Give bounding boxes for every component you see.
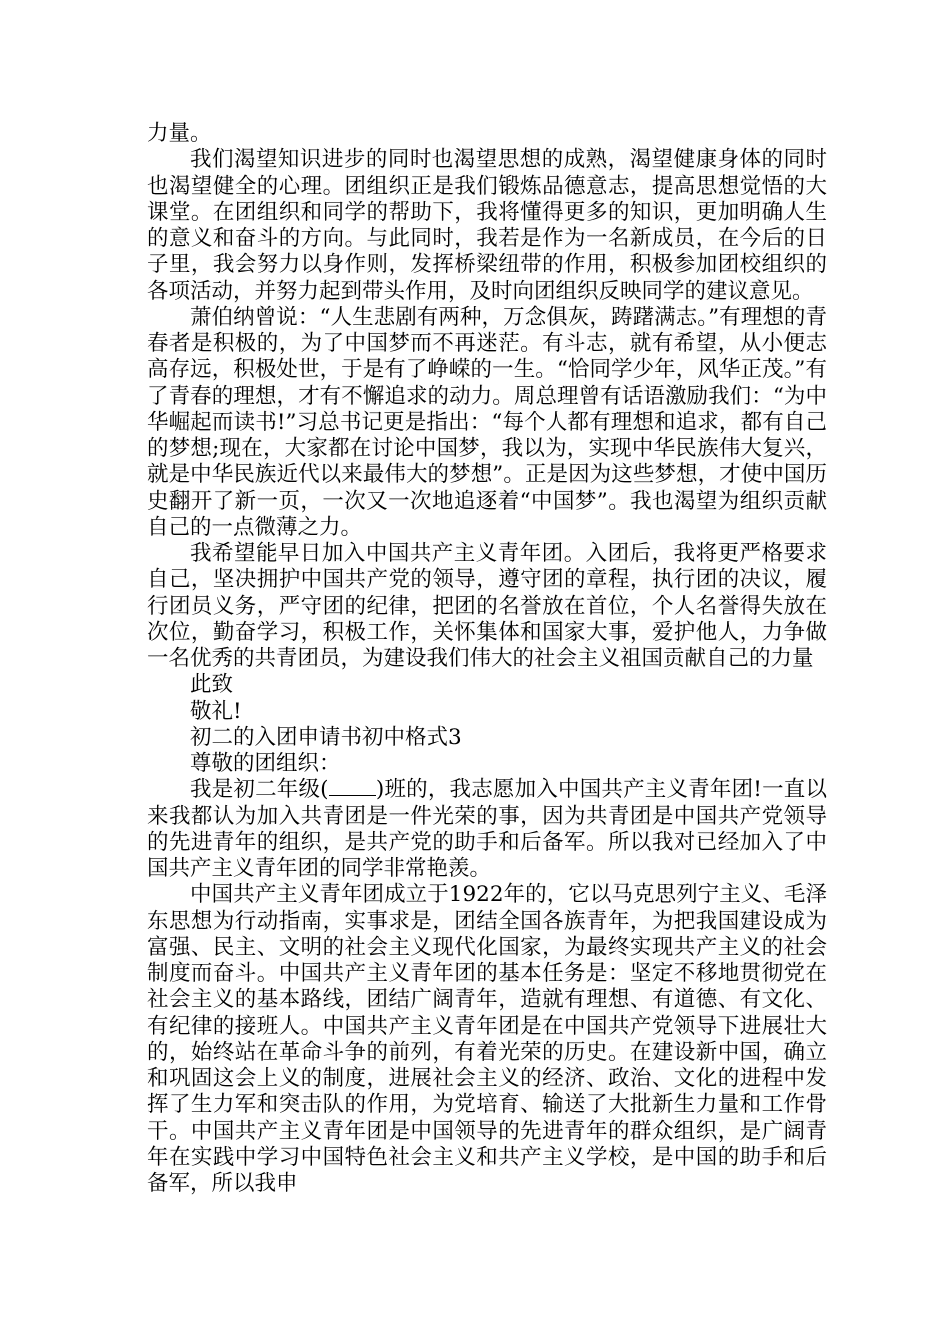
document-page [147, 121, 827, 1197]
intro-prefix: 我是初二年级( [190, 777, 329, 803]
paragraph-introduction [147, 777, 827, 882]
intro-rest: )班的，我志愿加入中国共产主义青年团!一直以来我都认为加入共青团是一件光荣的事，因为共青团是中国共产党领导的先进青年的组织，是共产党的助手和后备军。所以我对已经加入了中国共产主义青年团的同学非常艳羡。 [147, 777, 827, 881]
paragraph-aspiration: 我们渴望知识进步的同时也渴望思想的成熟，渴望健康身体的同时也渴望健全的心理。团组织正是我们锻炼品德意志，提高思想觉悟的大课堂。在团组织和同学的帮助下，我将懂得更多的知识，更加明确人生的意义和奋斗的方向。与此同时，我若是作为一名新成员，在今后的日子里，我会努力以身作则，发挥桥梁纽带的作用，积极参加团校组织的各项活动，并努力起到带头作用，及时向团组织反映同学的建议意见。 [147, 147, 827, 304]
paragraph-league-history: 中国共产主义青年团成立于1922年的，它以马克思列宁主义、毛泽东思想为行动指南，实事求是，团结全国各族青年，为把我国建设成为富强、民主、文明的社会主义现代化国家，为最终实现共产主义的社会制度而奋斗。中国共产主义青年团的基本任务是：坚定不移地贯彻党在社会主义的基本路线，团结广阔青年，造就有理想、有道德、有文化、有纪律的接班人。中国共产主义青年团是在中国共产党领导下进展壮大的，始终站在革命斗争的前列，有着光荣的历史。在建设新中国，确立和巩固这会上义的制度，进展社会主义的经济、政治、文化的进程中发挥了生力军和突击队的作用，为党培育、输送了大批新生力量和工作骨干。中国共产主义青年团是中国领导的先进青年的群众组织，是广阔青年在实践中学习中国特色社会主义和共产主义学校，是中国的助手和后备军，所以我申 [147, 882, 827, 1196]
paragraph-continuation: 力量。 [147, 121, 212, 146]
paragraph-dream: 萧伯纳曾说：“人生悲剧有两种，万念俱灰，踌躇满志。”有理想的青春者是积极的，为了中国梦而不再迷茫。有斗志，就有希望，从小便志高存远，积极处世，于是有了峥嵘的一生。“恰同学少年，风华正茂。”有了青春的理想，才有不懈追求的动力。周总理曾有话语激励我们：“为中华崛起而读书!”习总书记更是指出：“每个人都有理想和追求，都有自己的梦想;现在，大家都在讨论中国梦，我以为，实现中华民族伟大复兴，就是中华民族近代以来最伟大的梦想”。正是因为这些梦想，才使中国历史翻开了新一页，一次又一次地追逐着“中国梦”。我也渴望为组织贡献自己的一点微薄之力。 [147, 304, 827, 540]
section-heading: 初二的入团申请书初中格式3 [190, 724, 462, 750]
closing-regards: 敬礼! [190, 698, 242, 724]
greeting: 尊敬的团组织： [190, 751, 341, 776]
paragraph-commitment: 我希望能早日加入中国共产主义青年团。入团后，我将更严格要求自己，坚决拥护中国共产党的领导，遵守团的章程，执行团的决议，履行团员义务，严守团的纪律，把团的名誉放在首位，个人名誉得失放在次位，勤奋学习，积极工作，关怀集体和国家大事，爱护他人，力争做一名优秀的共青团员，为建设我们伟大的社会主义祖国贡献自己的力量 [147, 541, 827, 671]
closing-salutation: 此致 [190, 672, 234, 698]
class-number-blank [329, 795, 376, 796]
